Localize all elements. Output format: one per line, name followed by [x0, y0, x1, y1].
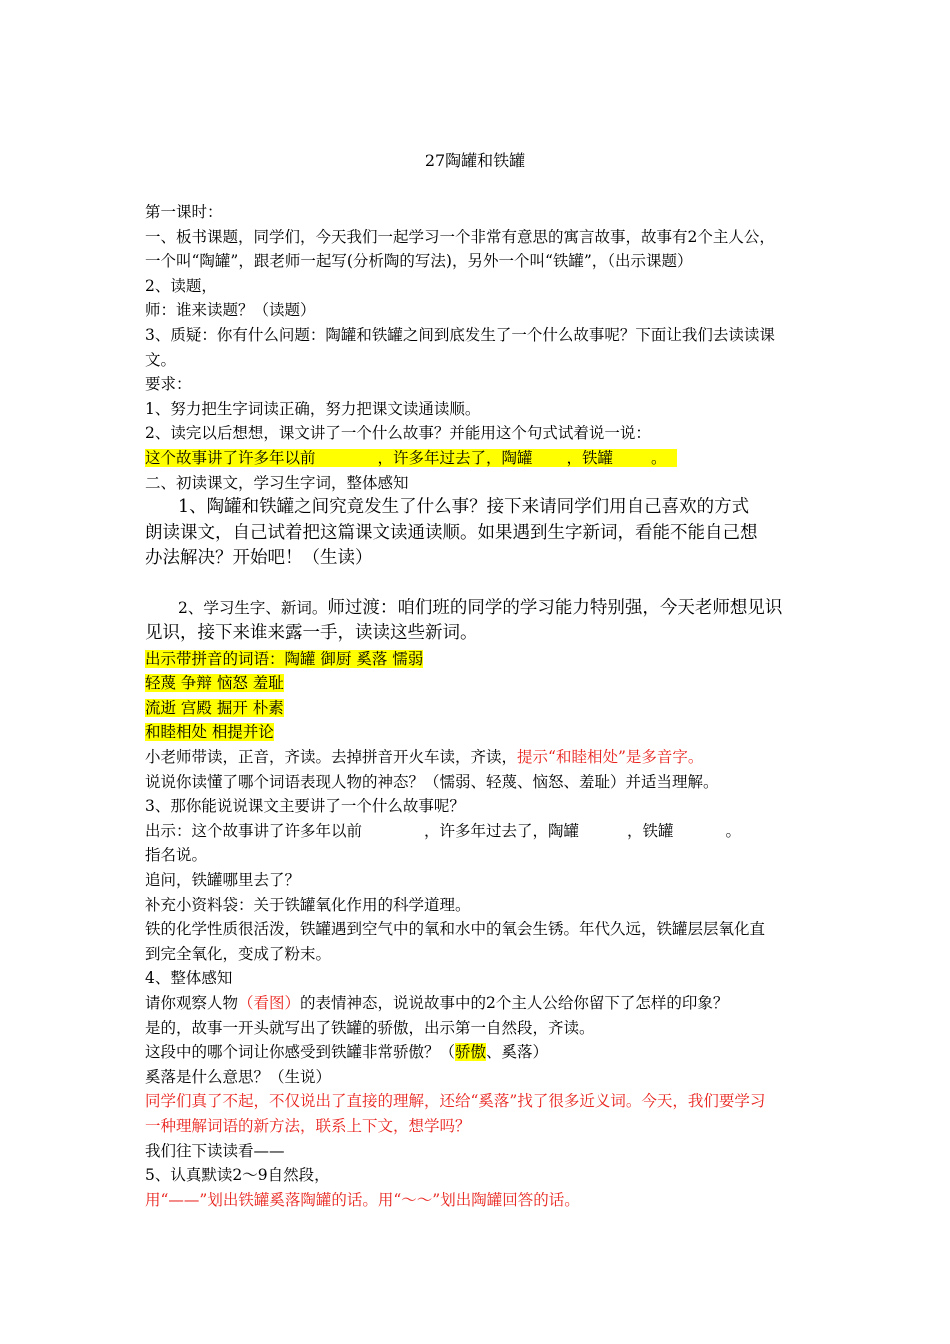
paragraph-line: 3、质疑：你有什么问题：陶罐和铁罐之间到底发生了一个什么故事呢？下面让我们去读读课 [145, 325, 775, 344]
paragraph-line: 朗读课文，自己试着把这篇课文读通读顺。如果遇到生字新词，看能不能自己想 [145, 522, 758, 543]
red-paragraph-line: 同学们真了不起，不仅说出了直接的理解，还给“奚落”找了很多近义词。今天，我们要学习 [145, 1092, 766, 1111]
blank-line [145, 572, 813, 596]
document-body [145, 200, 813, 1212]
red-note: 提示“和睦相处”是多音字。 [517, 748, 704, 766]
highlighted-word-list: 和睦相处 相提并论 [145, 723, 274, 742]
paragraph-line: 指名说。 [145, 846, 208, 865]
highlighted-sentence-pattern: 这个故事讲了许多年以前 ，许多年过去了，陶罐 ，铁罐 。 [145, 446, 813, 471]
paragraph-line: 文。 [145, 350, 177, 369]
lesson-heading: 第一课时： [145, 203, 223, 221]
paragraph-line: 这段中的哪个词让你感受到铁罐非常骄傲？（骄傲、奚落） [145, 1043, 549, 1062]
paragraph-line: 补充小资料袋：关于铁罐氧化作用的科学道理。 [145, 895, 471, 914]
paragraph-line: 见识，接下来谁来露一手，读读这些新词。 [145, 623, 478, 644]
paragraph-line: 到完全氧化，变成了粉末。 [145, 944, 332, 963]
highlighted-word-list: 流逝 宫殿 掘开 朴素 [145, 698, 284, 717]
red-paragraph-line: 一种理解词语的新方法，联系上下文，想学吗？ [145, 1116, 471, 1135]
paragraph-line: 3、那你能说说课文主要讲了一个什么故事呢？ [145, 797, 465, 816]
paragraph-line: 要求： [145, 375, 192, 394]
paragraph-line: 小老师带读，正音，齐读。去掉拼音开火车读，齐读，提示“和睦相处”是多音字。 [145, 748, 704, 766]
paragraph-line: 2、读完以后想想，课文讲了一个什么故事？并能用这个句式试着说一说： [145, 424, 651, 443]
paragraph-line: 1、陶罐和铁罐之间究竟发生了什么事？接下来请同学们用自己喜欢的方式 [178, 497, 750, 518]
document-title: 27陶罐和铁罐 [424, 151, 526, 170]
paragraph-line: 办法解决？开始吧！（生读） [145, 548, 373, 569]
red-paragraph-line: 用“——”划出铁罐奚落陶罐的话。用“～～”划出陶罐回答的话。 [145, 1190, 580, 1209]
highlighted-word-list: 轻蔑 争辩 恼怒 羞耻 [145, 674, 284, 693]
paragraph-line: 一个叫“陶罐”，跟老师一起写(分析陶的写法)，另外一个叫“铁罐”，（出示课题） [145, 252, 693, 271]
paragraph-line: 奚落是什么意思？（生说） [145, 1067, 332, 1086]
section-heading: 二、初读课文，学习生字词，整体感知 [145, 473, 409, 492]
paragraph-line: 2、学习生字、新词。师过渡：咱们班的同学的学习能力特别强，今天老师想见识 [178, 597, 783, 618]
highlighted-word-list: 出示带拼音的词语：陶罐 御厨 奚落 懦弱 [145, 649, 424, 668]
paragraph-line: 一、板书课题，同学们，今天我们一起学习一个非常有意思的寓言故事，故事有2个主人公， [145, 227, 775, 246]
paragraph-line: 1、努力把生字词读正确，努力把课文读通读顺。 [145, 399, 481, 418]
red-note: （看图） [238, 993, 301, 1012]
paragraph-line: 师：谁来读题？（读题） [145, 301, 316, 320]
paragraph-line: 追问，铁罐哪里去了？ [145, 870, 301, 889]
paragraph-line: 我们往下读读看—— [145, 1141, 285, 1160]
highlighted-word: 骄傲 [455, 1043, 487, 1062]
paragraph-line: 请你观察人物（看图）的表情神态，说说故事中的2个主人公给你留下了怎样的印象？ [145, 993, 729, 1012]
paragraph-line: 说说你读懂了哪个词语表现人物的神态？（懦弱、轻蔑、恼怒、羞耻）并适当理解。 [145, 772, 719, 791]
paragraph-line: 是的，故事一开头就写出了铁罐的骄傲，出示第一自然段，齐读。 [145, 1018, 595, 1037]
paragraph-line: 5、认真默读2～9自然段， [145, 1166, 330, 1185]
paragraph-line: 2、读题， [145, 276, 217, 295]
paragraph-line: 出示：这个故事讲了许多年以前 ，许多年过去了，陶罐 ，铁罐 。 [145, 821, 742, 840]
paragraph-line: 4、整体感知 [145, 969, 233, 988]
paragraph-line: 铁的化学性质很活泼，铁罐遇到空气中的氧和水中的氧会生锈。年代久远，铁罐层层氧化直 [145, 920, 766, 939]
